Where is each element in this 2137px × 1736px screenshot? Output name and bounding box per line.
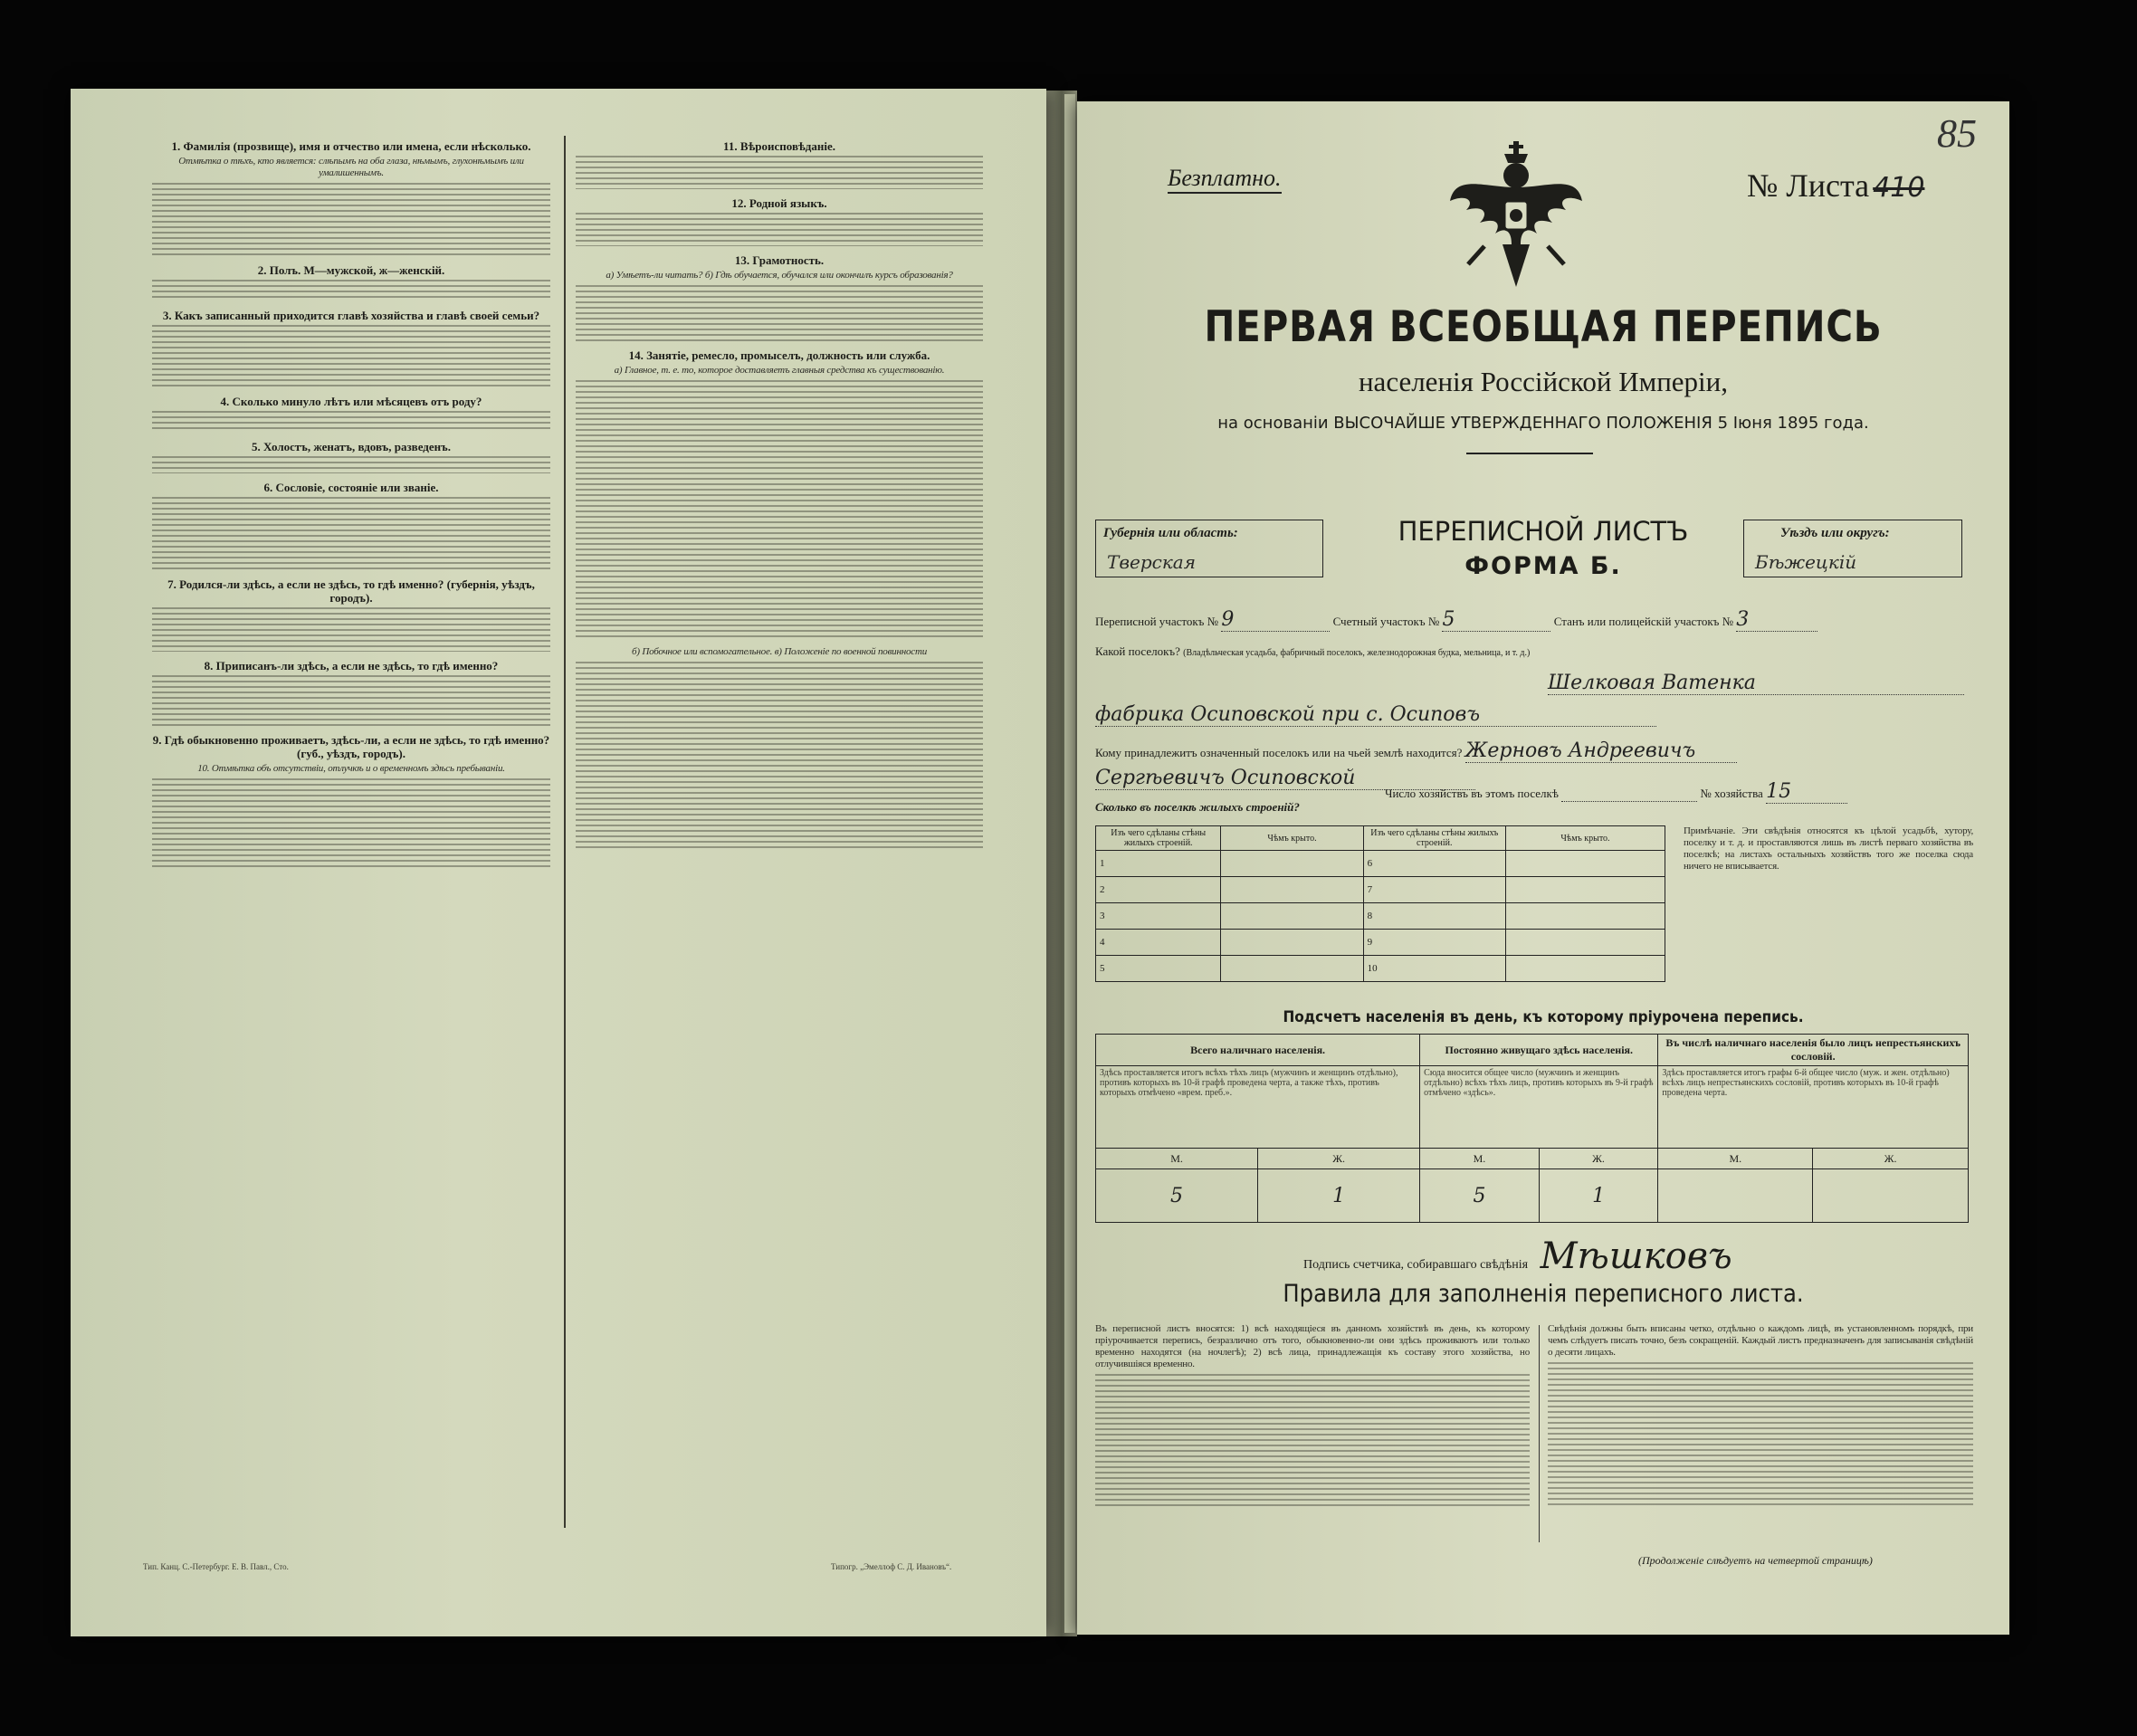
instruction-subtitle: 10. Отмѣтка объ отсутствіи, отлучкѣ и о временномъ здѣсь пребываніи. [197,762,505,774]
district-label: Переписной участокъ № [1095,615,1219,628]
male-header: М. [1096,1149,1258,1169]
table-row [1096,903,1665,930]
struct-header-roof: Чѣмъ крыто. [1221,826,1363,851]
pop-header-non-peasant: Въ числѣ наличнаго населенія было лицъ непрестьянскихъ сословій. [1658,1035,1969,1066]
rules-text-2: Свѣдѣнія должны быть вписаны четко, отдѣльно о каждомъ лицѣ, въ установленномъ порядкѣ, при чемъ слѣдуетъ писать точно, безъ сокращеній. Каждый листъ предназначенъ для записыванія свѣдѣній о десяти лицахъ. [1548,1323,1973,1358]
county-value: Бѣжецкій [1755,551,1857,573]
instruction-section-title: 7. Родился-ли здѣсь, а если не здѣсь, то гдѣ именно? (губернія, уѣздъ, городъ). [167,577,535,605]
struct-row-number: 1 [1096,851,1221,877]
settlement-value-1: Шелковая Ватенка [1548,672,1964,695]
struct-row-number: 2 [1096,877,1221,903]
district-value: 9 [1221,608,1330,632]
struct-row-number: 5 [1096,956,1221,982]
male-header: М. [1658,1149,1813,1169]
instructions-column-2 [576,134,983,1528]
struct-row-number: 3 [1096,903,1221,930]
instruction-subtitle: б) Побочное или вспомогательное. в) Положеніе по военной повинности [632,645,927,657]
instruction-subtitle: Отмѣтка о тѣхъ, кто является: слѣпымъ на оба глаза, нѣмымъ, глухонѣмымъ или умалишеннымъ. [178,156,524,178]
printer-footer-left: Тип. Канц. С.-Петербург. Е. В. Павл., Сто. [143,1562,289,1571]
district-row [1095,608,1964,632]
county-box [1743,520,1962,577]
pop-header-permanent: Постоянно живущаго здѣсь населенія. [1420,1035,1658,1066]
settlement-label: Какой поселокъ? [1095,644,1180,658]
table-row [1096,851,1665,877]
instruction-section-title: 8. Приписанъ-ли здѣсь, а если не здѣсь, то гдѣ именно? [204,659,499,673]
struct-row-number: 6 [1363,851,1505,877]
column-divider [564,136,566,1528]
non-peasant-male-value [1658,1169,1813,1223]
permanent-female-value: 1 [1539,1169,1658,1223]
struct-cell [1221,930,1363,956]
structures-label: Сколько въ поселкѣ жилыхъ строеній? [1095,800,1300,814]
rules-column-1 [1095,1323,1530,1517]
struct-row-number: 8 [1363,903,1505,930]
struct-row-number: 9 [1363,930,1505,956]
struct-row-number: 4 [1096,930,1221,956]
instruction-section-title: 2. Полъ. М—мужской, ж—женскій. [257,262,445,277]
settlement-value-row-1 [1095,672,1964,695]
struct-header-walls-2: Изъ чего сдѣланы стѣны жилыхъ строеній. [1363,826,1505,851]
instructions-column-1 [152,134,550,1528]
population-count-heading: Подсчетъ населенія въ день, къ которому пріурочена перепись. [1283,1008,1804,1026]
sheet-number-value: 410 [1873,172,1925,204]
instruction-section-title: 12. Родной языкъ. [731,196,827,211]
county-label: Уѣздъ или округъ: [1780,526,1890,540]
signature-label: Подпись счетчика, собиравшаго свѣдѣнія [1303,1258,1529,1272]
instruction-section-title: 3. Какъ записанный приходится главѣ хозяйства и главѣ своей семьи? [162,309,540,323]
imperial-eagle-emblem [1448,138,1584,291]
struct-header-walls: Изъ чего сдѣланы стѣны жилыхъ строеній. [1096,826,1221,851]
instruction-fine-print [152,456,550,473]
settlement-hint: (Владѣльческая усадьба, фабричный поселокъ, железнодорожная будка, мельница, и т. д.) [1183,648,1531,658]
instruction-section-title: 14. Занятіе, ремесло, промыселъ, должность или служба. [628,348,930,363]
province-value: Тверская [1107,551,1196,573]
instruction-fine-print [576,213,983,246]
province-label: Губернія или область: [1103,526,1238,540]
struct-row-number: 7 [1363,877,1505,903]
free-label: Безплатно. [1168,165,1282,194]
continued-note: (Продолженіе слѣдуетъ на четвертой страницѣ) [1638,1554,1873,1567]
rules-fine-print [1548,1362,1973,1507]
instruction-fine-print [576,156,983,189]
instruction-fine-print [152,778,550,868]
struct-cell [1221,851,1363,877]
struct-cell [1505,851,1665,877]
household-number-label: № хозяйства [1700,787,1763,800]
signature-row [1303,1235,1732,1277]
left-page-instructions [71,89,1046,1636]
owner-value-2: Сергѣевичъ Осиповской [1095,767,1475,790]
form-title: ПЕРЕПИСНОЙ ЛИСТЪ [1398,516,1689,547]
table-row [1096,930,1665,956]
population-table [1095,1034,1969,1223]
rules-column-2 [1548,1323,1973,1514]
table-row [1096,877,1665,903]
instruction-fine-print [576,380,983,638]
instruction-fine-print [152,675,550,726]
stan-value: 3 [1736,608,1817,632]
rules-text-1: Въ переписной листъ вносятся: 1) всѣ находящіеся въ данномъ хозяйствѣ въ день, къ которому пріурочивается перепись, безразлично отъ того, обыкновенно-ли они здѣсь проживаютъ или только временно находятся (на ночлегѣ); 2) всѣ лица, принадлежащія къ составу этого хозяйства, но отлучившіяся временно. [1095,1323,1530,1369]
title-rule [1466,453,1593,454]
settlement-value-row-2 [1095,703,1964,727]
non-peasant-female-value [1813,1169,1969,1223]
households-label: Число хозяйствъ въ этомъ поселкѣ [1385,787,1559,800]
instruction-fine-print [152,280,550,302]
instruction-section-title: 11. Вѣроисповѣданіе. [723,139,835,153]
instruction-section-title: 4. Сколько минуло лѣтъ или мѣсяцевъ отъ роду? [220,394,482,408]
pop-desc-permanent: Сюда вносится общее число (мужчинъ и женщинъ отдѣльно) всѣхъ тѣхъ лицъ, противъ которыхъ въ 9-й графѣ отмѣчено «здѣсь». [1420,1066,1658,1149]
struct-cell [1505,903,1665,930]
pop-desc-non-peasant: Здѣсь проставляется итогъ графы 6-й общее число (муж. и жен. отдѣльно) всѣхъ лицъ непрестьянскихъ сословій, противъ которыхъ въ 10-й графѣ проведена черта. [1658,1066,1969,1149]
census-form-page [1077,101,2009,1635]
total-female-value: 1 [1258,1169,1420,1223]
pop-header-total: Всего наличнаго населенія. [1096,1035,1420,1066]
instruction-section-title: 13. Грамотность. [734,253,825,268]
struct-cell [1221,877,1363,903]
female-header: Ж. [1258,1149,1420,1169]
instruction-fine-print [152,607,550,653]
instruction-fine-print [576,285,983,341]
instruction-section-title: 5. Холостъ, женатъ, вдовъ, разведенъ. [252,440,451,454]
instruction-fine-print [152,411,550,434]
pop-desc-total: Здѣсь проставляется итогъ всѣхъ тѣхъ лицъ (мужчинъ и женщинъ отдѣльно), противъ которыхъ въ 10-й графѣ проведена черта, а также тѣхъ, противъ которыхъ отмѣчено «врем. преб.». [1096,1066,1420,1149]
female-header: Ж. [1813,1149,1969,1169]
struct-cell [1221,956,1363,982]
census-title: ПЕРВАЯ ВСЕОБЩАЯ ПЕРЕПИСЬ [1204,302,1883,352]
instruction-fine-print [152,325,550,386]
instruction-subtitle: а) Умѣетъ-ли читать? б) Гдѣ обучается, обучался или окончилъ курсъ образованія? [606,270,953,281]
settlement-value-2: фабрика Осиповской при с. Осиповъ [1095,703,1656,727]
instruction-fine-print [576,662,983,853]
instruction-subtitle: а) Главное, т. е. то, которое доставляетъ главныя средства къ существованію. [614,365,945,377]
archive-page-number: 85 [1937,111,1977,156]
permanent-male-value: 5 [1420,1169,1540,1223]
struct-cell [1505,930,1665,956]
form-name: ФОРМА Б. [1464,552,1622,580]
total-male-value: 5 [1096,1169,1258,1223]
rules-divider [1539,1325,1540,1542]
struct-cell [1505,877,1665,903]
rules-title: Правила для заполненія переписного листа. [1283,1280,1804,1308]
structures-table [1095,825,1665,982]
struct-header-roof-2: Чѣмъ крыто. [1505,826,1665,851]
struct-row-number: 10 [1363,956,1505,982]
owner-label: Кому принадлежитъ означенный поселокъ или на чьей землѣ находится? [1095,746,1463,759]
instruction-fine-print [152,497,550,570]
stan-label: Станъ или полицейскій участокъ № [1553,615,1734,628]
structures-note: Примѣчаніе. Эти свѣдѣнія относятся къ цѣлой усадьбѣ, хутору, поселку и т. д. и проставляются лишь въ листѣ перваго хозяйства въ поселкѣ; на листахъ остальныхъ хозяйствъ того же поселка сюда ничего не вписывается. [1684,825,1973,872]
census-subtitle: населенія Россійской Имперіи, [1358,366,1729,397]
settlement-row [1095,644,1964,659]
count-district-label: Счетный участокъ № [1332,615,1440,628]
instruction-section-title: 6. Сословіе, состояніе или званіе. [263,480,439,494]
instruction-fine-print [152,183,550,256]
owner-row [1095,739,1964,763]
instruction-section-title: 1. Фамилія (прозвище), имя и отчество или имена, если нѣсколько. [171,139,531,153]
household-number-value: 15 [1766,780,1847,804]
female-header: Ж. [1539,1149,1658,1169]
male-header: М. [1420,1149,1540,1169]
count-district-value: 5 [1442,608,1550,632]
struct-cell [1505,956,1665,982]
sheet-number-label: № Листа [1747,167,1870,204]
instruction-section-title: 9. Гдѣ обыкновенно проживаетъ, здѣсь-ли, а если не здѣсь, то гдѣ именно? (губ., уѣздъ, городъ). [152,732,550,760]
struct-cell [1221,903,1363,930]
enumerator-signature: Мѣшковъ [1540,1235,1732,1277]
rules-fine-print [1095,1374,1530,1510]
printer-footer-right: Типогр. „Эмеллоф С. Д. Ивановъ“. [831,1562,952,1571]
sheet-number [1747,167,1924,205]
decree-line: на основаніи ВЫСОЧАЙШЕ УТВЕРЖДЕННАГО ПОЛОЖЕНІЯ 5 Іюня 1895 года. [1217,414,1869,433]
page-fold [1064,94,1075,1633]
owner-value-1: Жерновъ Андреевичъ [1465,739,1737,763]
table-row [1096,956,1665,982]
